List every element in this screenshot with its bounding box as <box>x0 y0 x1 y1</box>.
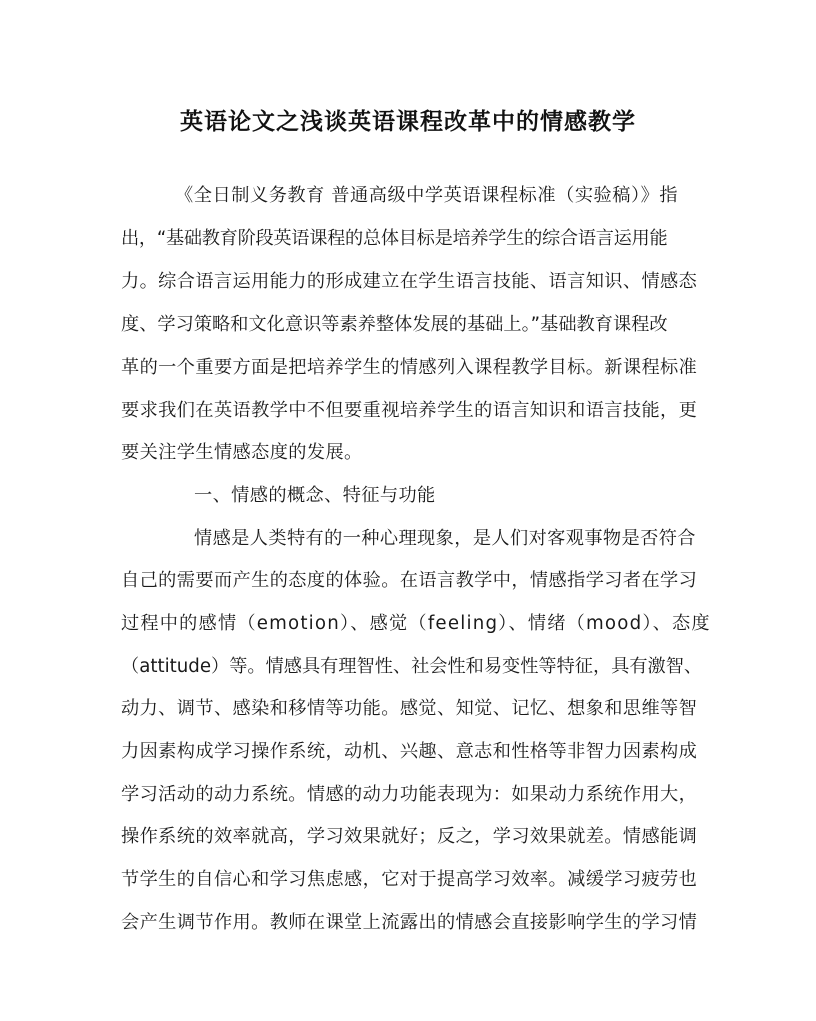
document-title: 英语论文之浅谈英语课程改革中的情感教学 <box>180 108 636 135</box>
paragraph-2-line-3: 过程中的感情（emotion）、感觉（feeling）、情绪（mood）、态度 <box>121 613 711 634</box>
paragraph-2-line-9: 节学生的自信心和学习焦虑感，它对于提高学习效率。减缓学习疲劳也 <box>121 869 698 890</box>
paragraph-2-line-8: 操作系统的效率就高，学习效果就好；反之，学习效果就差。情感能调 <box>121 826 698 847</box>
paragraph-1-line-3: 力。综合语言运用能力的形成建立在学生语言技能、语言知识、情感态 <box>121 271 698 292</box>
paragraph-1-line-5: 革的一个重要方面是把培养学生的情感列入课程教学目标。新课程标准 <box>121 357 698 378</box>
paragraph-2-line-5: 动力、调节、感染和移情等功能。感觉、知觉、记忆、想象和思维等智 <box>121 698 698 719</box>
paragraph-1-line-6: 要求我们在英语教学中不但要重视培养学生的语言知识和语言技能，更 <box>121 400 698 421</box>
paragraph-1-line-1: 《全日制义务教育 普通高级中学英语课程标准（实验稿）》指 <box>175 185 679 206</box>
paragraph-2-line-10: 会产生调节作用。教师在课堂上流露出的情感会直接影响学生的学习情 <box>121 912 698 933</box>
paragraph-2-line-1: 情感是人类特有的一种心理现象，是人们对客观事物是否符合 <box>194 528 696 549</box>
paragraph-1-line-4: 度、学习策略和文化意识等素养整体发展的基础上。”基础教育课程改 <box>121 314 668 335</box>
section-heading-1: 一、情感的概念、特征与功能 <box>194 485 436 506</box>
paragraph-1-line-2: 出，“基础教育阶段英语课程的总体目标是培养学生的综合语言运用能 <box>121 228 668 249</box>
paragraph-2-line-4: （attitude）等。情感具有理智性、社会性和易变性等特征，具有激智、 <box>121 656 703 677</box>
paragraph-2-line-6: 力因素构成学习操作系统，动机、兴趣、意志和性格等非智力因素构成 <box>121 741 698 762</box>
paragraph-1-line-7: 要关注学生情感态度的发展。 <box>121 442 363 463</box>
paragraph-2-line-7: 学习活动的动力系统。情感的动力功能表现为：如果动力系统作用大， <box>121 784 698 805</box>
paragraph-2-line-2: 自己的需要而产生的态度的体验。在语言教学中，情感指学习者在学习 <box>121 570 698 591</box>
